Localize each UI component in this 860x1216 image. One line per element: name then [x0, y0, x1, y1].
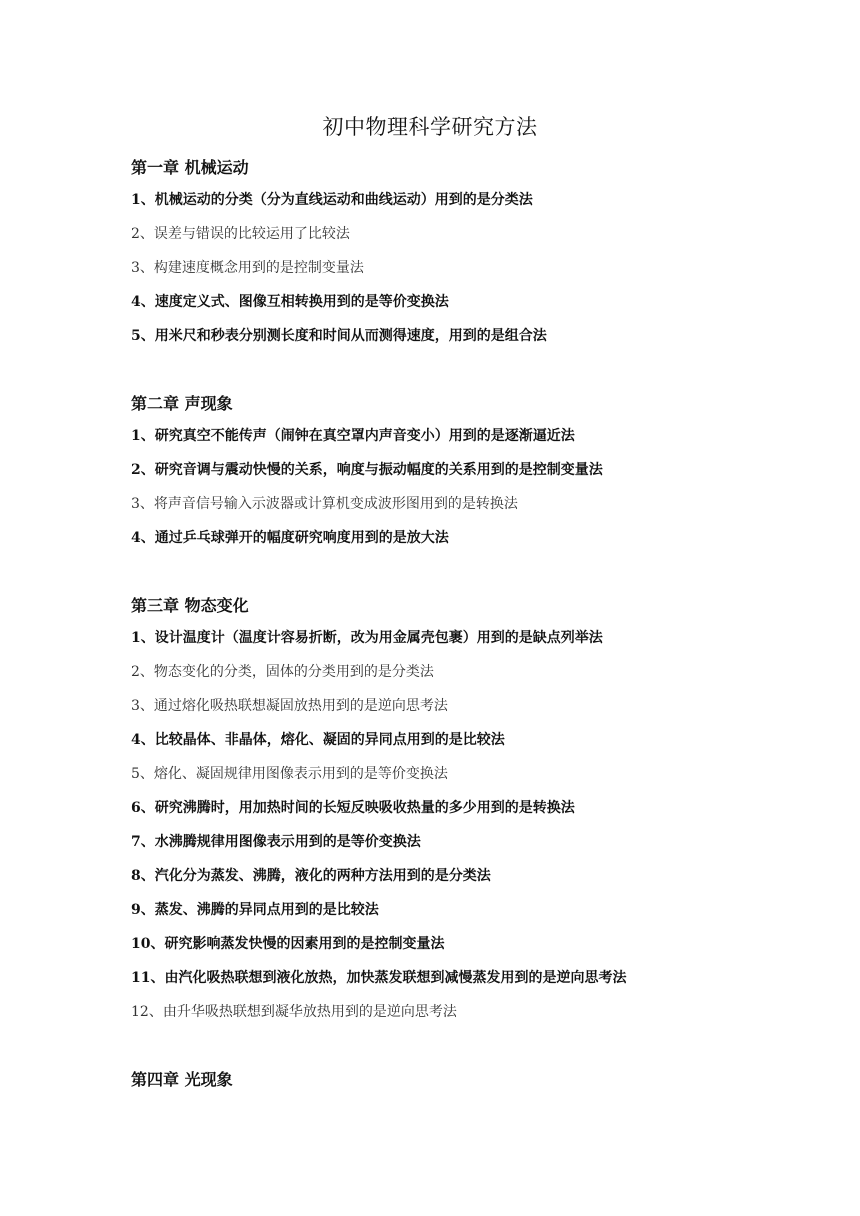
document-body	[131, 151, 821, 1095]
list-item: 9、蒸发、沸腾的异同点用到的是比较法	[131, 902, 379, 918]
list-item: 1、设计温度计（温度计容易折断，改为用金属壳包裹）用到的是缺点列举法	[131, 630, 603, 646]
list-item: 7、水沸腾规律用图像表示用到的是等价变换法	[131, 834, 421, 850]
list-item: 6、研究沸腾时，用加热时间的长短反映吸收热量的多少用到的是转换法	[131, 800, 575, 816]
list-item: 4、比较晶体、非晶体，熔化、凝固的异同点用到的是比较法	[131, 732, 505, 748]
list-item: 2、研究音调与震动快慢的关系，响度与振动幅度的关系用到的是控制变量法	[131, 462, 603, 478]
chapter-title: 第四章 光现象	[131, 1070, 233, 1089]
list-item: 1、机械运动的分类（分为直线运动和曲线运动）用到的是分类法	[131, 192, 533, 208]
section-spacer	[131, 1029, 821, 1063]
chapter-title: 第三章 物态变化	[131, 596, 249, 615]
chapter-section	[131, 387, 821, 555]
document-title: 初中物理科学研究方法	[322, 115, 538, 139]
list-item: 5、熔化、凝固规律用图像表示用到的是等价变换法	[131, 766, 448, 782]
list-item: 4、通过乒乓球弹开的幅度研究响度用到的是放大法	[131, 530, 449, 546]
list-item: 1、研究真空不能传声（闹钟在真空罩内声音变小）用到的是逐渐逼近法	[131, 428, 575, 444]
method-list	[131, 621, 821, 1029]
method-list	[131, 419, 821, 555]
chapter-section	[131, 589, 821, 1029]
list-item: 4、速度定义式、图像互相转换用到的是等价变换法	[131, 294, 449, 310]
chapter-section	[131, 151, 821, 353]
section-spacer	[131, 353, 821, 387]
chapter-title: 第二章 声现象	[131, 394, 233, 413]
list-item: 5、用米尺和秒表分别测长度和时间从而测得速度，用到的是组合法	[131, 328, 547, 344]
list-item: 2、误差与错误的比较运用了比较法	[131, 226, 350, 242]
chapter-title: 第一章 机械运动	[131, 158, 249, 177]
list-item: 3、构建速度概念用到的是控制变量法	[131, 260, 364, 276]
list-item: 12、由升华吸热联想到凝华放热用到的是逆向思考法	[131, 1004, 457, 1020]
list-item: 11、由汽化吸热联想到液化放热，加快蒸发联想到减慢蒸发用到的是逆向思考法	[131, 970, 627, 986]
section-spacer	[131, 555, 821, 589]
chapter-section	[131, 1063, 821, 1095]
list-item: 3、通过熔化吸热联想凝固放热用到的是逆向思考法	[131, 698, 448, 714]
list-item: 10、研究影响蒸发快慢的因素用到的是控制变量法	[131, 936, 445, 952]
list-item: 2、物态变化的分类，固体的分类用到的是分类法	[131, 664, 434, 680]
list-item: 3、将声音信号输入示波器或计算机变成波形图用到的是转换法	[131, 496, 518, 512]
method-list	[131, 183, 821, 353]
list-item: 8、汽化分为蒸发、沸腾，液化的两种方法用到的是分类法	[131, 868, 491, 884]
